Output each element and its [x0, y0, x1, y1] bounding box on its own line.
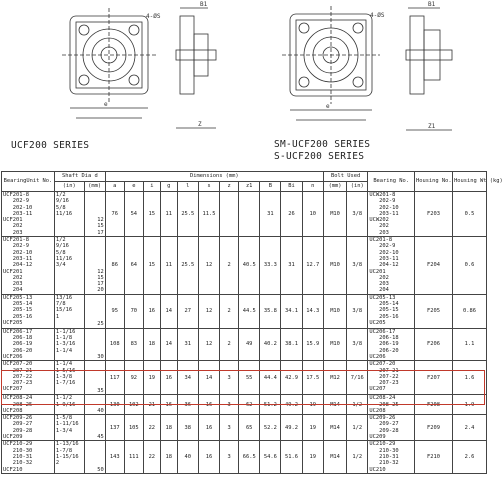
header-housing-wt: Housing Wt (kg) — [453, 172, 487, 192]
cell-housing-no: F205 — [414, 294, 452, 328]
cell-dim-x: 12.7 — [302, 237, 323, 295]
cell-unit: UCF201-8 202-9 202-10 203-11 204-12 UCF201 202 203 204 — [2, 237, 55, 295]
cell-bearing-no: UC210-29 210-30 210-31 210-32 UC210 — [368, 441, 415, 473]
cell-dim-l: 25.5 — [177, 237, 198, 295]
header-dimensions: Dimensions (mm) — [105, 172, 323, 182]
cell-dim-s: 16 — [198, 415, 219, 441]
cell-bearing-no: UC201-8 202-9 202-10 203-11 204-12 UC201 202 203 204 — [368, 237, 415, 295]
cell-dim-z1: 62 — [239, 395, 260, 415]
header-dim-Bi: Bi — [281, 182, 302, 192]
cell-dim-z: 2 — [220, 328, 239, 360]
spec-table — [1, 171, 503, 474]
header-dim-n: n — [302, 182, 323, 192]
cell-dim-B: 31 — [260, 192, 281, 237]
cell-shaft-mm: 12 15 17 20 — [84, 237, 105, 295]
cell-dim-i: 21 — [143, 395, 160, 415]
cell-bolt-mm: M14 — [323, 415, 346, 441]
cell-bolt-mm: M10 — [323, 294, 346, 328]
cell-dim-z1: 66.5 — [239, 441, 260, 473]
cell-dim-z1: 55 — [239, 361, 260, 395]
header-shaft-in: (in) — [54, 182, 84, 192]
cell-dim-z1: 49 — [239, 328, 260, 360]
cell-bolt-mm: M14 — [323, 441, 346, 473]
cell-shaft-mm: 30 — [84, 328, 105, 360]
cell-bearing-no: UC208-24 208-25 UC208 — [368, 395, 415, 415]
cell-dim-a: 95 — [105, 294, 124, 328]
cell-dim-x: 14.3 — [302, 294, 323, 328]
cell-dim-a: 137 — [105, 415, 124, 441]
cell-housing-wt: 1.1 — [453, 328, 487, 360]
cell-housing-no: F210 — [414, 441, 452, 473]
cell-dim-z1: 44.5 — [239, 294, 260, 328]
cell-unit: UCF209-26 209-27 209-28 UCF209 — [2, 415, 55, 441]
right-side-view — [406, 8, 452, 130]
cell-dim-g: 14 — [160, 328, 177, 360]
cell-shaft-in: 1-1/2 1-9/16 — [54, 395, 84, 415]
cell-dim-n: 31 — [281, 237, 302, 295]
dim-Z-left: Z — [198, 121, 202, 128]
cell-housing-wt: 1.9 — [453, 395, 487, 415]
cell-shaft-in: 1-5/8 1-11/16 1-3/4 — [54, 415, 84, 441]
cell-dim-l: 38 — [177, 415, 198, 441]
cell-shaft-mm: 35 — [84, 361, 105, 395]
cell-housing-wt: 1.6 — [453, 361, 487, 395]
cell-dim-n: 49.2 — [281, 395, 302, 415]
header-dim-e: e — [124, 182, 143, 192]
cell-housing-wt: 0.86 — [453, 294, 487, 328]
cell-dim-i: 16 — [143, 294, 160, 328]
cell-shaft-in: 1-1/16 1-1/8 1-3/16 1-1/4 — [54, 328, 84, 360]
header-dim-a: a — [105, 182, 124, 192]
cell-bearing-no: UC209-26 209-27 209-28 UC209 — [368, 415, 415, 441]
cell-housing-no: F206 — [414, 328, 452, 360]
header-dim-g: g — [160, 182, 177, 192]
cell-bolt-mm: M10 — [323, 237, 346, 295]
cell-dim-g: 18 — [160, 441, 177, 473]
cell-dim-z1 — [239, 192, 260, 237]
cell-housing-no: F204 — [414, 237, 452, 295]
header-bearing-unit: BearingUnit No. — [2, 172, 55, 192]
table-row — [2, 441, 487, 473]
cell-bolt-in: 3/8 — [347, 294, 368, 328]
cell-dim-z: 3 — [220, 415, 239, 441]
cell-housing-no: F203 — [414, 192, 452, 237]
cell-dim-i: 18 — [143, 328, 160, 360]
series-label-sm-ucf200: SM-UCF200 SERIES — [274, 139, 371, 150]
cell-bolt-mm: M10 — [323, 192, 346, 237]
cell-dim-z1: 40.5 — [239, 237, 260, 295]
cell-dim-x: 19 — [302, 441, 323, 473]
cell-shaft-mm: 45 — [84, 415, 105, 441]
cell-dim-l: 27 — [177, 294, 198, 328]
cell-dim-B: 40.2 — [260, 328, 281, 360]
cell-shaft-mm: 25 — [84, 294, 105, 328]
cell-bolt-in: 1/2 — [347, 415, 368, 441]
left-side-view — [176, 8, 216, 128]
cell-dim-a: 108 — [105, 328, 124, 360]
cell-dim-s: 14 — [198, 361, 219, 395]
cell-dim-s: 12 — [198, 328, 219, 360]
cell-dim-z: 3 — [220, 361, 239, 395]
table-row — [2, 294, 487, 328]
cell-dim-a: 130 — [105, 395, 124, 415]
dim-e-left: e — [104, 101, 108, 108]
cell-bolt-in: 1/2 — [347, 441, 368, 473]
cell-dim-z: 2 — [220, 237, 239, 295]
cell-dim-i: 15 — [143, 192, 160, 237]
cell-dim-a: 86 — [105, 237, 124, 295]
table-row — [2, 361, 487, 395]
cell-housing-wt: 0.5 — [453, 192, 487, 237]
table-row — [2, 328, 487, 360]
cell-dim-g: 14 — [160, 294, 177, 328]
cell-dim-i: 22 — [143, 441, 160, 473]
cell-dim-s: 16 — [198, 441, 219, 473]
table-row — [2, 395, 487, 415]
cell-unit: UCF210-29 210-30 210-31 210-32 UCF210 — [2, 441, 55, 473]
cell-dim-e: 64 — [124, 237, 143, 295]
cell-dim-a: 143 — [105, 441, 124, 473]
header-bolt-in: (in) — [347, 182, 368, 192]
cell-unit: UCF208-24 208-25 UCF208 — [2, 395, 55, 415]
cell-dim-e: 92 — [124, 361, 143, 395]
table-row — [2, 237, 487, 295]
cell-dim-g: 11 — [160, 192, 177, 237]
cell-dim-i: 19 — [143, 361, 160, 395]
cell-bearing-no: UC207-20 207-21 207-22 207-23 UC207 — [368, 361, 415, 395]
header-dim-s: s — [198, 182, 219, 192]
cell-dim-s: 12 — [198, 294, 219, 328]
cell-dim-B: 51.2 — [260, 395, 281, 415]
cell-bolt-in: 3/8 — [347, 237, 368, 295]
cell-dim-s: 11.5 — [198, 192, 219, 237]
table-row — [2, 415, 487, 441]
cell-dim-g: 16 — [160, 395, 177, 415]
cell-dim-e: 111 — [124, 441, 143, 473]
cell-bolt-mm: M12 — [323, 361, 346, 395]
cell-dim-n: 49.2 — [281, 415, 302, 441]
cell-dim-z: 2 — [220, 294, 239, 328]
cell-unit: UCF205-13 205-14 205-15 205-16 UCF205 — [2, 294, 55, 328]
cell-housing-no: F207 — [414, 361, 452, 395]
cell-dim-B: 54.6 — [260, 441, 281, 473]
cell-dim-a: 117 — [105, 361, 124, 395]
cell-unit: UCF201-8 202-9 202-10 203-11 UCF201 202 203 — [2, 192, 55, 237]
cell-dim-l: 31 — [177, 328, 198, 360]
header-housing-no: Housing No. — [414, 172, 452, 192]
cell-shaft-mm: 40 — [84, 395, 105, 415]
cell-shaft-in: 1/2 9/16 5/8 11/16 3/4 — [54, 237, 84, 295]
header-shaft-mm: (mm) — [84, 182, 105, 192]
cell-bearing-no: UC206-17 206-18 206-19 206-20 UC206 — [368, 328, 415, 360]
cell-dim-n: 34.1 — [281, 294, 302, 328]
cell-unit: UCF207-20 207-21 207-22 207-23 UCF207 — [2, 361, 55, 395]
cell-housing-wt: 2.6 — [453, 441, 487, 473]
header-dim-z1: z1 — [239, 182, 260, 192]
cell-shaft-mm: 50 — [84, 441, 105, 473]
dim-e-right: e — [326, 103, 330, 110]
header-dim-z: z — [220, 182, 239, 192]
cell-dim-B: 33.3 — [260, 237, 281, 295]
cell-dim-z: 3 — [220, 395, 239, 415]
series-label-ucf200: UCF200 SERIES — [11, 140, 90, 151]
cell-dim-x: 17.5 — [302, 361, 323, 395]
cell-dim-z1: 65 — [239, 415, 260, 441]
cell-housing-no: F209 — [414, 415, 452, 441]
header-dim-l: l — [177, 182, 198, 192]
dim-S-left: 4-ØS — [146, 13, 161, 20]
header-bolt-mm: (mm) — [323, 182, 346, 192]
cell-unit: UCF206-17 206-18 206-19 206-20 UCF206 — [2, 328, 55, 360]
cell-bolt-mm: M14 — [323, 395, 346, 415]
cell-dim-s: 12 — [198, 237, 219, 295]
header-bearing-no: Bearing No. — [368, 172, 415, 192]
cell-dim-B: 35.8 — [260, 294, 281, 328]
cell-bearing-no: UC205-13 205-14 205-15 205-16 UC205 — [368, 294, 415, 328]
cell-bolt-in: 1/2 — [347, 395, 368, 415]
cell-bolt-in: 3/8 — [347, 192, 368, 237]
cell-dim-i: 22 — [143, 415, 160, 441]
cell-bolt-in: 3/8 — [347, 328, 368, 360]
cell-shaft-in: 1/2 9/16 5/8 11/16 — [54, 192, 84, 237]
cell-bolt-mm: M10 — [323, 328, 346, 360]
dim-B1-right: B1 — [428, 1, 436, 8]
header-shaft-dia: Shaft Dia d — [54, 172, 105, 182]
cell-bolt-in: 7/16 — [347, 361, 368, 395]
cell-dim-n: 42.9 — [281, 361, 302, 395]
cell-shaft-in: 13/16 7/8 15/16 1 — [54, 294, 84, 328]
header-bolt-used: Bolt Used — [323, 172, 367, 182]
cell-dim-l: 40 — [177, 441, 198, 473]
cell-dim-B: 52.2 — [260, 415, 281, 441]
cell-dim-z — [220, 192, 239, 237]
cell-dim-i: 15 — [143, 237, 160, 295]
cell-dim-e: 102 — [124, 395, 143, 415]
header-dim-i: i — [143, 182, 160, 192]
right-front-view — [282, 6, 380, 120]
cell-dim-e: 105 — [124, 415, 143, 441]
cell-dim-B: 44.4 — [260, 361, 281, 395]
cell-dim-x: 10 — [302, 192, 323, 237]
cell-dim-a: 76 — [105, 192, 124, 237]
dim-B1-left: B1 — [200, 1, 208, 8]
dim-Z1-right: Z1 — [428, 123, 436, 130]
cell-dim-e: 54 — [124, 192, 143, 237]
table-row — [2, 192, 487, 237]
cell-dim-g: 11 — [160, 237, 177, 295]
cell-dim-x: 19 — [302, 395, 323, 415]
cell-dim-l: 34 — [177, 361, 198, 395]
cell-shaft-in: 1-13/16 1-7/8 1-15/16 2 — [54, 441, 84, 473]
cell-housing-no: F208 — [414, 395, 452, 415]
series-label-s-ucf200: S-UCF200 SERIES — [274, 151, 365, 162]
cell-dim-l: 36 — [177, 395, 198, 415]
cell-dim-e: 70 — [124, 294, 143, 328]
cell-dim-n: 38.1 — [281, 328, 302, 360]
cell-housing-wt: 2.4 — [453, 415, 487, 441]
cell-shaft-in: 1-1/4 1-5/16 1-3/8 1-7/16 — [54, 361, 84, 395]
cell-dim-x: 15.9 — [302, 328, 323, 360]
cell-housing-wt: 0.6 — [453, 237, 487, 295]
cell-dim-g: 18 — [160, 415, 177, 441]
cell-dim-x: 19 — [302, 415, 323, 441]
cell-dim-z: 3 — [220, 441, 239, 473]
cell-dim-g: 16 — [160, 361, 177, 395]
cell-dim-s: 16 — [198, 395, 219, 415]
cell-dim-e: 83 — [124, 328, 143, 360]
cell-shaft-mm: 12 15 17 — [84, 192, 105, 237]
header-dim-B: B — [260, 182, 281, 192]
cell-bearing-no: UCW201-8 202-9 202-10 203-11 UCW202 202 203 — [368, 192, 415, 237]
cell-dim-l: 25.5 — [177, 192, 198, 237]
left-front-view — [62, 8, 156, 118]
cell-dim-n: 51.6 — [281, 441, 302, 473]
dim-S-right: 4-ØS — [370, 12, 385, 19]
cell-dim-n: 26 — [281, 192, 302, 237]
